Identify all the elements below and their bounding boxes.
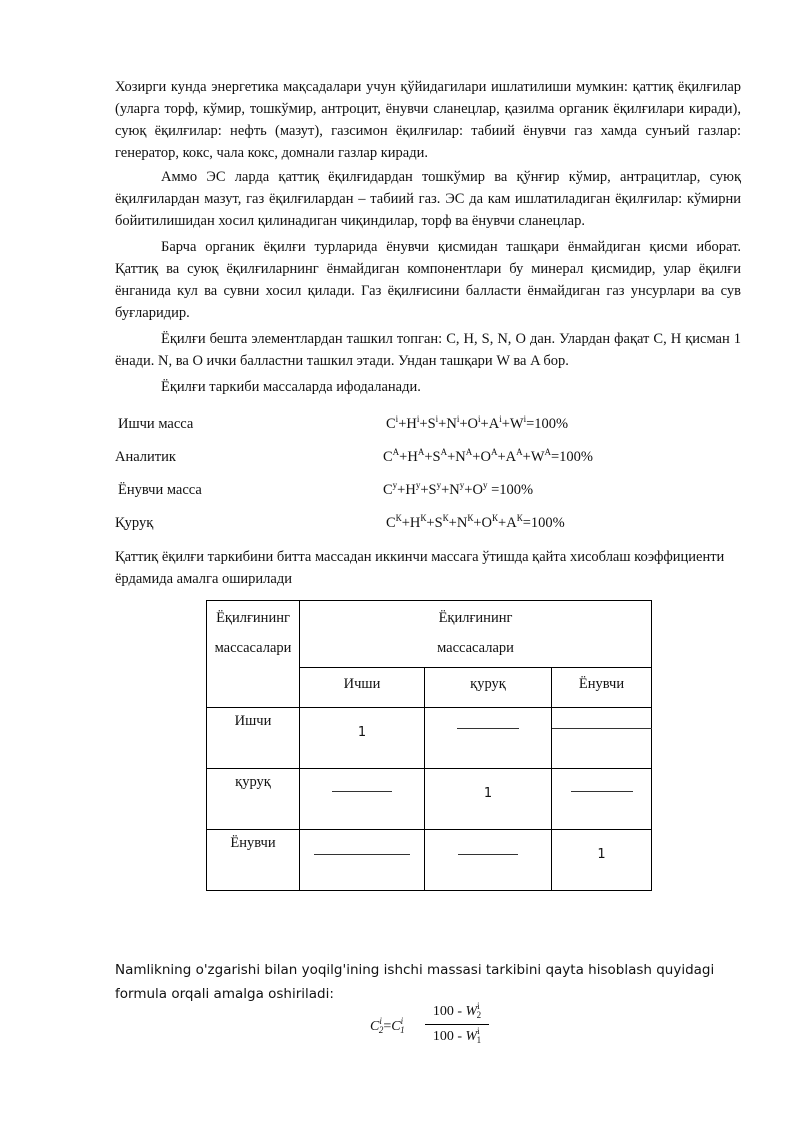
table-cell xyxy=(300,708,425,769)
formula-row-dry-mass xyxy=(115,512,755,534)
empty-cell-line xyxy=(552,728,652,729)
fraction-numerator: $100 - W^i_2$ xyxy=(425,1002,489,1025)
corner-line-2: массасалари xyxy=(214,640,292,656)
table-corner-cell xyxy=(207,601,300,708)
formula-fraction xyxy=(425,1002,489,1047)
row-header: қуруқ xyxy=(207,769,300,830)
column-header: Ичши xyxy=(300,668,425,708)
table-header-cell xyxy=(300,601,652,668)
table-cell xyxy=(425,769,552,830)
header-line-2: массасалари xyxy=(437,640,514,656)
formula-label: Ёнувчи масса xyxy=(118,482,202,498)
formula-row-combustible-mass xyxy=(115,479,755,501)
formula-row-analytic-mass xyxy=(115,446,755,468)
table-row xyxy=(207,769,652,830)
paragraph-fuel-composition: Барча органик ёқилғи турларида ёнувчи қисмидан ташқари ёнмайдиган қисми иборат. Қаттиқ ва суюқ ёқилғиларнинг ёнмайдиган компонентлари бу минерал қисмидир, улар ёқилғи ёнганида кул ва сувни хосил қилади. Газ ёқилғисини балласти ёнмайдиган газ унсурлари ва сув буғларидир. xyxy=(115,239,741,321)
formula-label: Қуруқ xyxy=(115,515,154,531)
row-header: Ишчи xyxy=(207,708,300,769)
formula-label: Ишчи масса xyxy=(118,416,194,432)
empty-cell-line xyxy=(571,791,633,792)
formula-expression: $C^A+H^A+S^A+N^A+O^A+A^A+W^A=100\%$ xyxy=(383,447,594,465)
row-header: Ёнувчи xyxy=(207,830,300,891)
table-cell xyxy=(300,830,425,891)
table-cell xyxy=(425,830,552,891)
cell-value: 1 xyxy=(357,725,367,740)
corner-line-1: Ёқилғининг xyxy=(216,610,290,626)
table-header-row xyxy=(207,601,652,668)
table-cell xyxy=(300,769,425,830)
paragraph-fuel-elements: Ёқилғи бешта элементлардан ташкил топган: C, H, S, N, O дан. Улардан фақат C, H қисман 1 ёнади. N, ва O ички балластни ташкил этади. Ундан ташқари W ва A бор. xyxy=(115,331,741,369)
formula-label: Аналитик xyxy=(115,449,176,465)
table-cell xyxy=(552,830,652,891)
formula-row-working-mass xyxy=(115,413,755,435)
table-cell xyxy=(552,769,652,830)
fraction-denominator: $100 - W^i_1$ xyxy=(432,1026,482,1045)
paragraph-fuel-types: Хозирги кунда энергетика мақсадалари учун қўйидагилари ишлатилиши мумкин: қаттиқ ёқилғилар (уларга торф, кўмир, тошкўмир, антроцит, ёнувчи сланецлар, қазилма органик ёқилғилари киради), суюқ ёқилғилар: нефть (мазут), газсимон ёқилғилар: табиий ёнувчи газ хамда сунъий газлар: генератор, кокс, чала кокс, домнали газлар киради. xyxy=(115,79,741,161)
conversion-table xyxy=(206,600,652,891)
formula-expression: $C^i+H^i+S^i+N^i+O^i+A^i+W^i=100\%$ xyxy=(386,414,569,432)
conversion-intro: Қаттиқ ёқилғи таркибини битта массадан иккинчи массага ўтишда қайта хисоблаш коэффициенти ёрдамида амалга оширилади xyxy=(115,549,725,587)
table-cell xyxy=(425,708,552,769)
latin-paragraph: Namlikning o'zgarishi bilan yoqilg'ining ishchi massasi tarkibini qayta hisoblash quyidagi formula orqali amalga oshiriladi: xyxy=(115,961,715,1002)
recalculation-formula xyxy=(370,1002,530,1052)
table-row xyxy=(207,708,652,769)
paragraph-mass-expression: Ёқилғи таркиби массаларда ифодаланади. xyxy=(161,379,421,395)
empty-cell-line xyxy=(314,854,410,855)
formula-lhs: $C^i_2=C^i_1$ xyxy=(370,1016,405,1035)
formula-expression: $C^К+H^К+S^К+N^К+O^К+A^К=100\%$ xyxy=(386,513,565,531)
paragraph-power-plant-fuels: Аммо ЭС ларда қаттиқ ёқилғидардан тошкўмир ва қўнғир кўмир, антрацитлар, суюқ ёқилғилардан мазут, газ ёқилғилардан – табиий газ. ЭС да кам ишлатиладиган ёқилғилар: кўмирни бойитилишидан хосил қилинадиган чиқиндилар, торф ва ёнувчи сланецлар. xyxy=(115,169,741,229)
empty-cell-line xyxy=(457,728,519,729)
empty-cell-line xyxy=(332,791,392,792)
header-line-1: Ёқилғининг xyxy=(438,610,513,626)
column-header: Ёнувчи xyxy=(552,668,652,708)
cell-value: 1 xyxy=(597,847,606,862)
cell-value: 1 xyxy=(483,786,493,801)
column-header: қуруқ xyxy=(425,668,552,708)
empty-cell-line xyxy=(458,854,518,855)
formula-expression: $C^у+H^у+S^у+N^у+O^у =100\%$ xyxy=(383,480,534,498)
table-cell xyxy=(552,708,652,769)
table-row xyxy=(207,830,652,891)
